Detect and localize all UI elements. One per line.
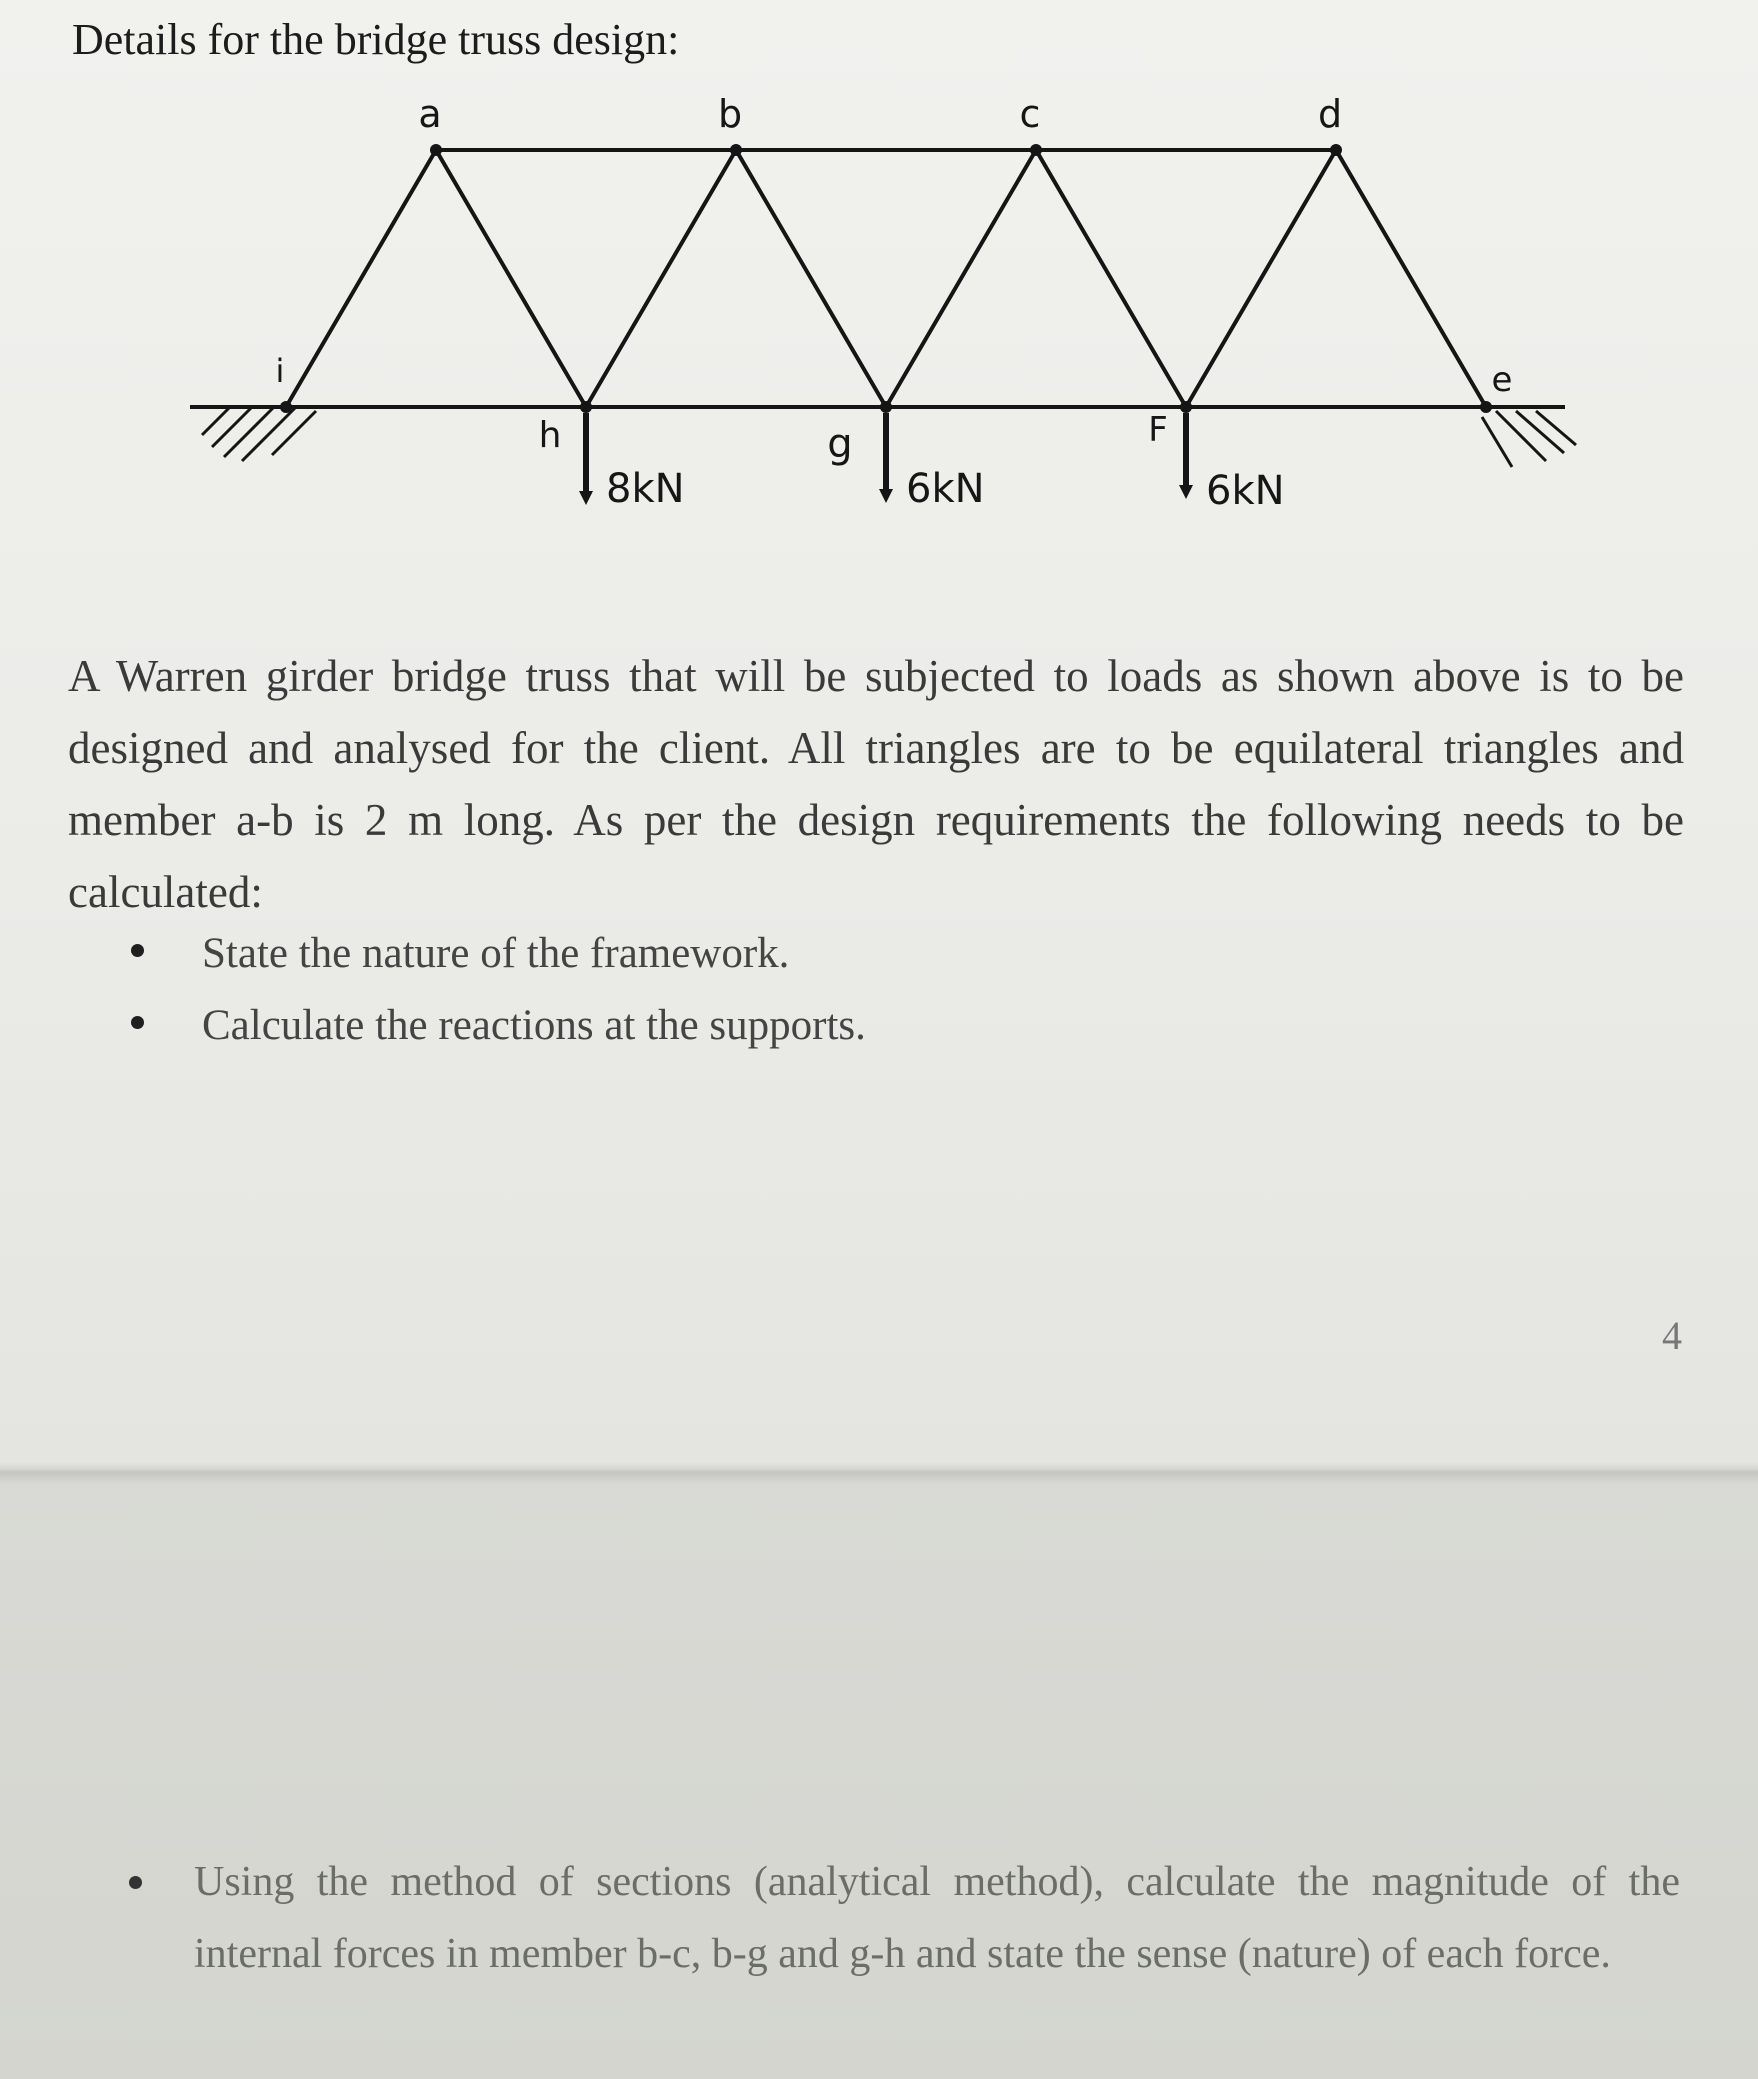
load-label-f: 6kN: [1206, 468, 1285, 514]
section-heading: Details for the bridge truss design:: [72, 15, 680, 64]
page-number: 4: [1662, 1313, 1682, 1358]
task-item: [0, 990, 1758, 1062]
bullet-dot-icon: [131, 1016, 144, 1029]
page-break-divider: [0, 1462, 1758, 1484]
load-arrow-f: [1179, 413, 1193, 499]
right-support-hatch: [1482, 411, 1576, 467]
bullet-dot-icon: [131, 944, 144, 957]
load-arrow-g: [879, 413, 893, 503]
problem-statement: A Warren girder bridge truss that will be subjected to loads as shown above is to be designed and analysed for the client. All triangles are to be equilateral triangles and member a-b is 2 m long. As per the design requirements the following needs to be calculated:: [68, 651, 1684, 917]
task-item: [0, 1846, 1758, 1990]
joint-label-d: d: [1317, 95, 1343, 136]
truss-diagram: [190, 95, 1590, 555]
load-label-h: 8kN: [606, 466, 685, 512]
task-list-continued: [0, 1846, 1758, 1990]
load-label-g: 6kN: [906, 466, 985, 512]
joint-label-b: b: [717, 95, 743, 136]
joint-label-a: a: [418, 95, 442, 136]
bullet-dot-icon: [129, 1876, 142, 1889]
task-text: State the nature of the framework.: [202, 930, 790, 977]
joint-label-c: c: [1019, 95, 1041, 136]
joint-markers: [280, 144, 1492, 413]
joint-label-h: h: [538, 415, 562, 456]
left-support-hatch: [202, 407, 316, 461]
joint-label-f: F: [1148, 410, 1168, 450]
task-item: [0, 918, 1758, 990]
diagonal-web-members: [286, 150, 1486, 407]
task-list: [0, 918, 1758, 1062]
joint-label-i: i: [275, 352, 285, 390]
joint-label-e: e: [1491, 360, 1513, 400]
task-text: Using the method of sections (analytical method), calculate the magnitude of the internal forces in member b-c, b-g and g-h and state the sense (nature) of each force.: [194, 1859, 1680, 1977]
task-text: Calculate the reactions at the supports.: [202, 1002, 866, 1049]
load-arrow-h: [579, 413, 593, 505]
joint-label-g: g: [827, 421, 853, 467]
